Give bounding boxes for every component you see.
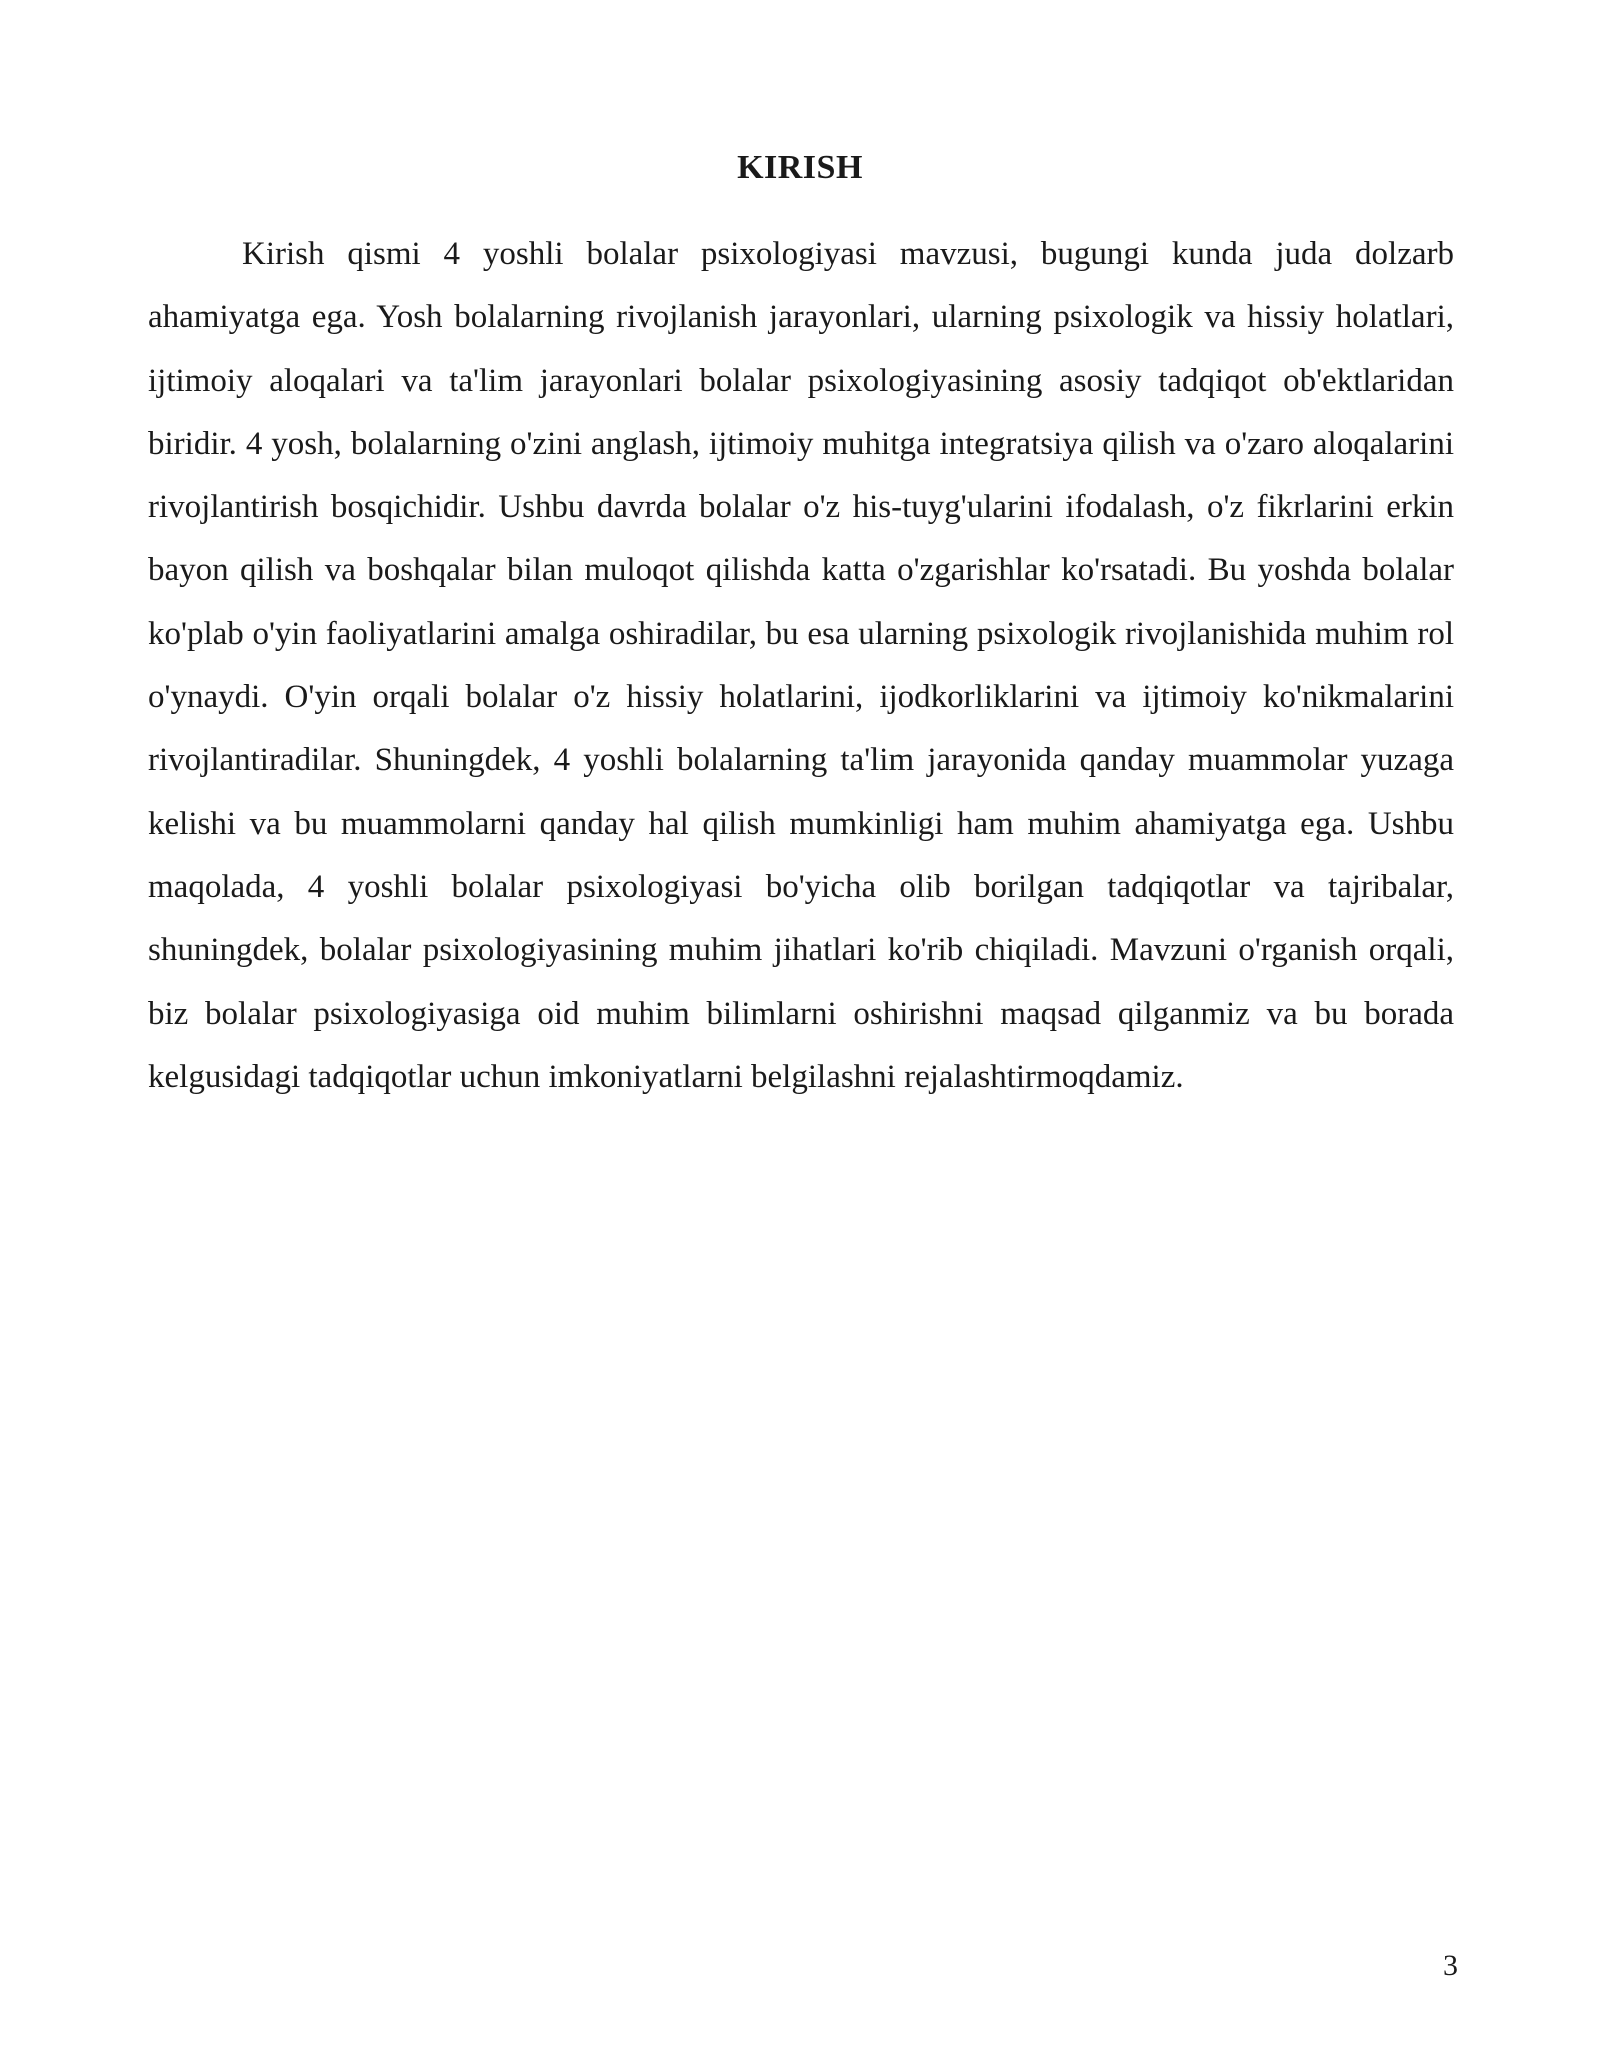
page-number: 3 [1443, 1949, 1458, 1982]
section-heading: KIRISH [737, 149, 863, 186]
body-paragraph: Kirish qismi 4 yoshli bolalar psixologiyasi mavzusi, bugungi kunda juda dolzarb ahamiyatga ega. Yosh bolalarning rivojlanish jarayonlari, ularning psixologik va hissiy holatlari, ijtimoiy aloqalari va ta'lim jarayonlari bolalar psixologiyasining asosiy tadqiqot ob'ektlaridan biridir. 4 yosh, bolalarning o'zini anglash, ijtimoiy muhitga integratsiya qilish va o'zaro aloqalarini rivojlantirish bosqichidir. Ushbu davrda bolalar o'z his-tuyg'ularini ifodalash, o'z fikrlarini erkin bayon qilish va boshqalar bilan muloqot qilishda katta o'zgarishlar ko'rsatadi. Bu yoshda bolalar ko'plab o'yin faoliyatlarini amalga oshiradilar, bu esa ularning psixologik rivojlanishida muhim rol o'ynaydi. O'yin orqali bolalar o'z hissiy holatlarini, ijodkorliklarini va ijtimoiy ko'nikmalarini rivojlantiradilar. Shuningdek, 4 yoshli bolalarning ta'lim jarayonida qanday muammolar yuzaga kelishi va bu muammolarni qanday hal qilish mumkinligi ham muhim ahamiyatga ega. Ushbu maqolada, 4 yoshli bolalar psixologiyasi bo'yicha olib borilgan tadqiqotlar va tajribalar, shuningdek, bolalar psixologiyasining muhim jihatlari ko'rib chiqiladi. Mavzuni o'rganish orqali, biz bolalar psixologiyasiga oid muhim bilimlarni oshirishni maqsad qilganmiz va bu borada kelgusidagi tadqiqotlar uchun imkoniyatlarni belgilashni rejalashtirmoqdamiz. [148, 236, 1454, 1095]
